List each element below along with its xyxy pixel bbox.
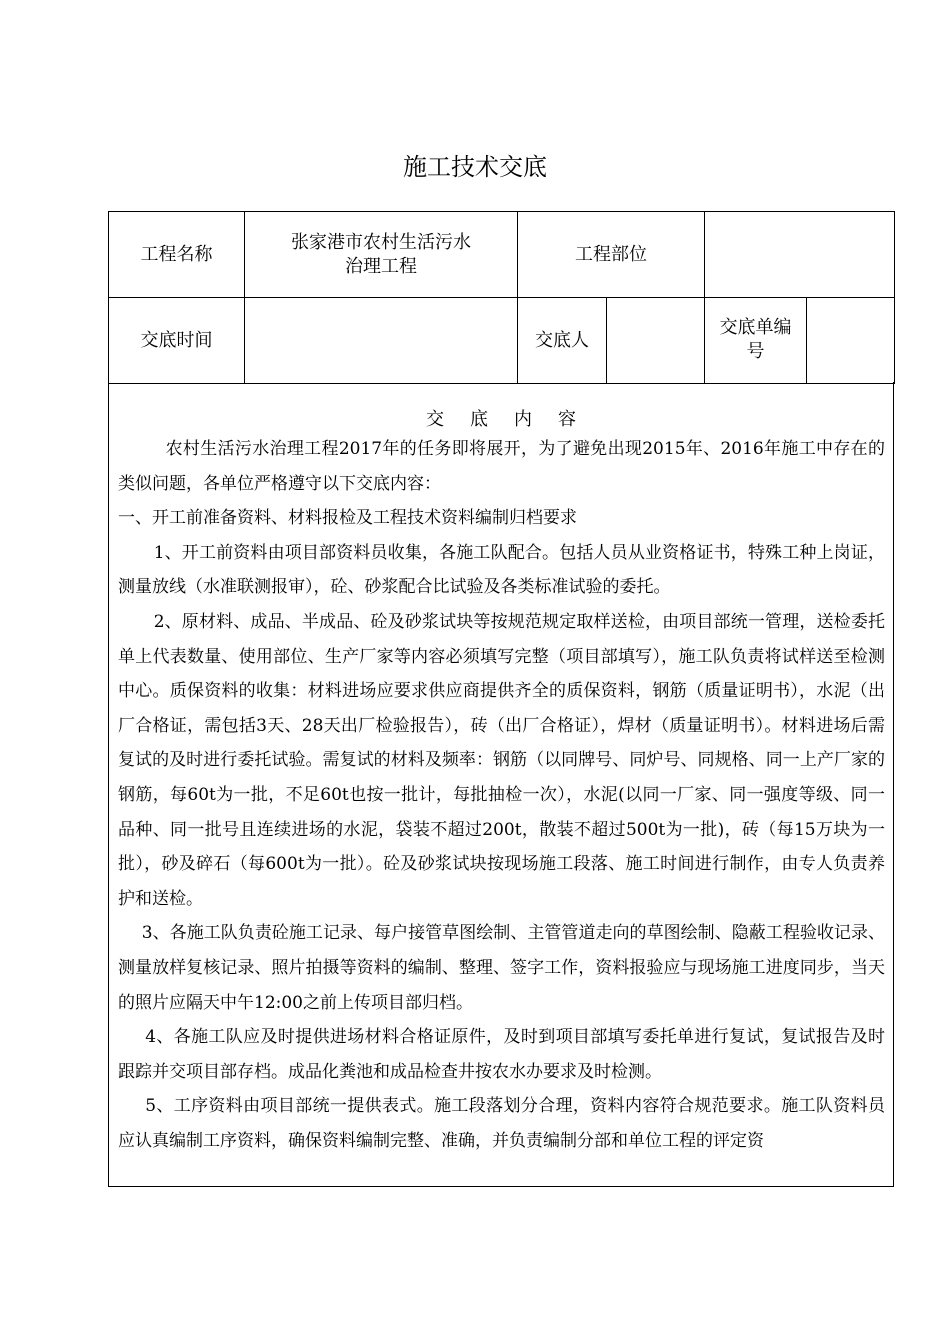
header-row-project (109, 212, 895, 298)
item-2-paragraph: 2、原材料、成品、半成品、砼及砂浆试块等按规范规定取样送检，由项目部统一管理，送检委托单上代表数量、使用部位、生产厂家等内容必须填写完整（项目部填写），施工队负责将试样送至检测中心。质保资料的收集：材料进场应要求供应商提供齐全的质保资料，钢筋（质量证明书），水泥（出厂合格证，需包括3天、28天出厂检验报告），砖（出厂合格证），焊材（质量证明书）。材料进场后需复试的及时进行委托试验。需复试的材料及频率：钢筋（以同牌号、同炉号、同规格、同一上产厂家的钢筋，每60t为一批，不足60t也按一批计，每批抽检一次），水泥(以同一厂家、同一强度等级、同一品种、同一批号且连续进场的水泥，袋装不超过200t，散装不超过500t为一批)，砖（每15万块为一批），砂及碎石（每600t为一批）。砼及砂浆试块按现场施工段落、施工时间进行制作，由专人负责养护和送检。 (118, 611, 885, 909)
handover-time-value (245, 298, 518, 384)
item-3-paragraph: 3、各施工队负责砼施工记录、每户接管草图绘制、主管管道走向的草图绘制、隐蔽工程验收记录、测量放样复核记录、照片拍摄等资料的编制、整理、签字工作，资料报验应与现场施工进度同步，当天的照片应隔天中午12:00之前上传项目部归档。 (118, 923, 885, 1013)
header-table (108, 211, 895, 384)
project-name-value (245, 212, 518, 298)
project-name-line2: 治理工程 (345, 255, 417, 277)
handover-person-label: 交底人 (518, 298, 607, 384)
project-name-label: 工程名称 (109, 212, 245, 298)
content-body (109, 432, 893, 1158)
item-5-paragraph: 5、工序资料由项目部统一提供表式。施工段落划分合理，资料内容符合规范要求。施工队资料员应认真编制工序资料，确保资料编制完整、准确，并负责编制分部和单位工程的评定资 (118, 1096, 885, 1151)
project-part-value (705, 212, 895, 298)
document-title: 施工技术交底 (403, 153, 547, 181)
item-4-paragraph: 4、各施工队应及时提供进场材料合格证原件，及时到项目部填写委托单进行复试，复试报告及时跟踪并交项目部存档。成品化粪池和成品检查井按农水办要求及时检测。 (118, 1027, 885, 1082)
item-1-paragraph: 1、开工前资料由项目部资料员收集，各施工队配合。包括人员从业资格证书，特殊工种上岗证，测量放线（水准联测报审），砼、砂浆配合比试验及各类标准试验的委托。 (118, 542, 885, 598)
handover-time-label: 交底时间 (109, 298, 245, 384)
handover-person-value (607, 298, 705, 384)
handover-no-value (807, 298, 895, 384)
content-box (108, 382, 894, 1187)
project-name-line1: 张家港市农村生活污水 (291, 231, 471, 253)
content-heading: 交底内容 (426, 409, 602, 430)
section1-title: 一、开工前准备资料、材料报检及工程技术资料编制归档要求 (118, 508, 577, 529)
handover-no-label (705, 298, 807, 384)
intro-paragraph: 农村生活污水治理工程2017年的任务即将展开，为了避免出现2015年、2016年施工中存在的类似问题，各单位严格遵守以下交底内容： (118, 439, 885, 494)
header-row-handover (109, 298, 895, 384)
project-part-label: 工程部位 (518, 212, 705, 298)
handover-no-label-line2: 号 (746, 341, 765, 362)
handover-no-label-line1: 交底单编 (719, 317, 792, 338)
